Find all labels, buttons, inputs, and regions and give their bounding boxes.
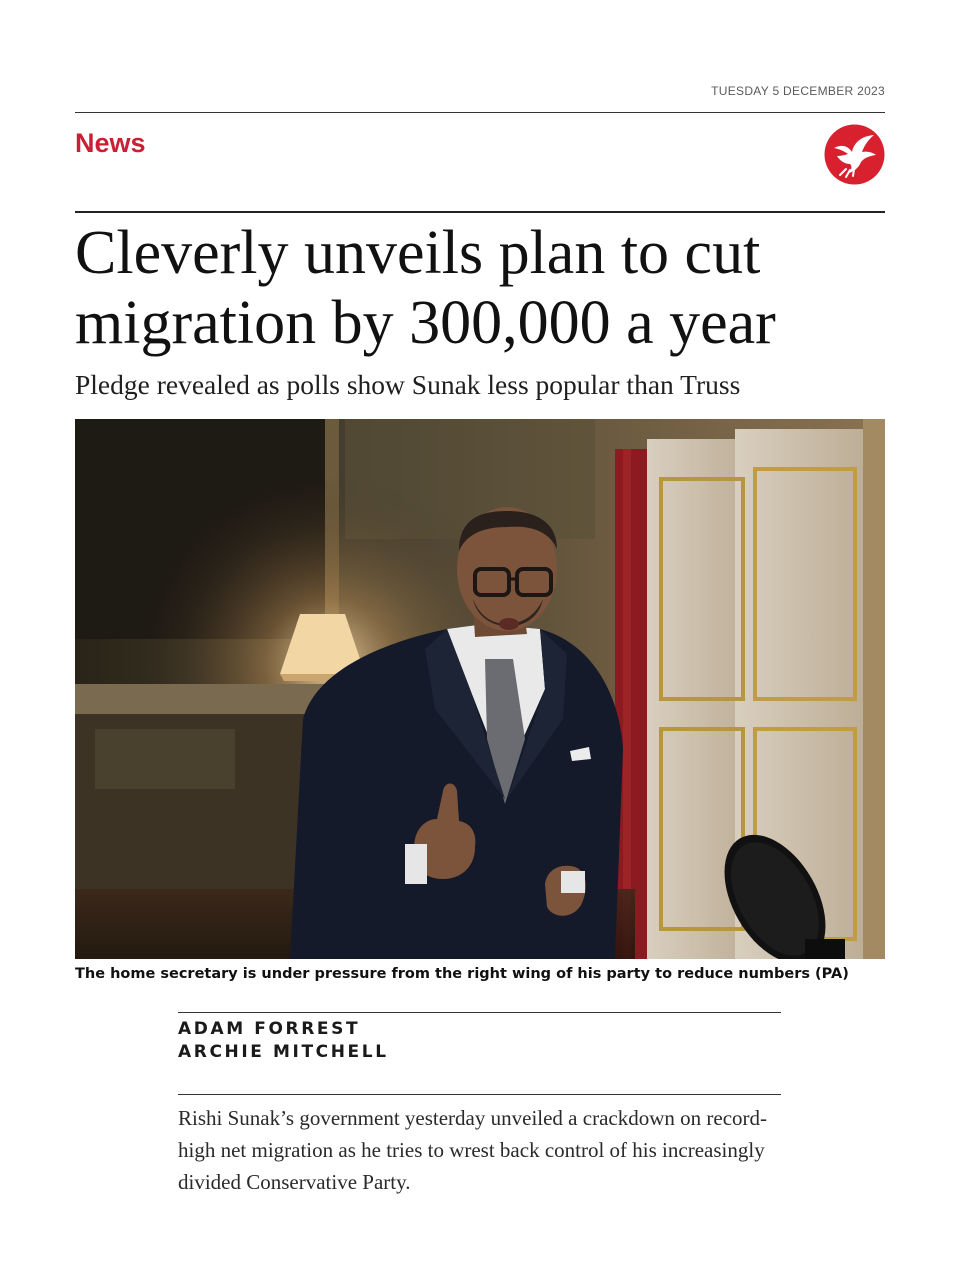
byline-bottom-divider — [178, 1094, 781, 1095]
eagle-logo-icon[interactable] — [824, 124, 885, 185]
photo-caption: The home secretary is under pressure from the right wing of his party to reduce numbers (PA) — [75, 966, 849, 982]
headline: Cleverly unveils plan to cut migration by 300,000 a year — [75, 219, 776, 357]
top-divider — [75, 112, 885, 113]
article-body: Rishi Sunak’s government yesterday unveiled a crackdown on record-high net migration as he tries to wrest back control of his increasingly divided Conservative Party. — [178, 1106, 767, 1194]
byline-top-divider — [178, 1012, 781, 1013]
article-photo[interactable] — [75, 419, 885, 959]
standfirst: Pledge revealed as polls show Sunak less popular than Truss — [75, 369, 741, 400]
section-label[interactable]: News — [75, 128, 146, 158]
author-name[interactable]: ARCHIE MITCHELL — [178, 1042, 389, 1062]
header-divider — [75, 211, 885, 213]
byline — [178, 1018, 389, 1064]
issue-date: TUESDAY 5 DECEMBER 2023 — [711, 84, 885, 98]
author-name[interactable]: ADAM FORREST — [178, 1019, 361, 1039]
